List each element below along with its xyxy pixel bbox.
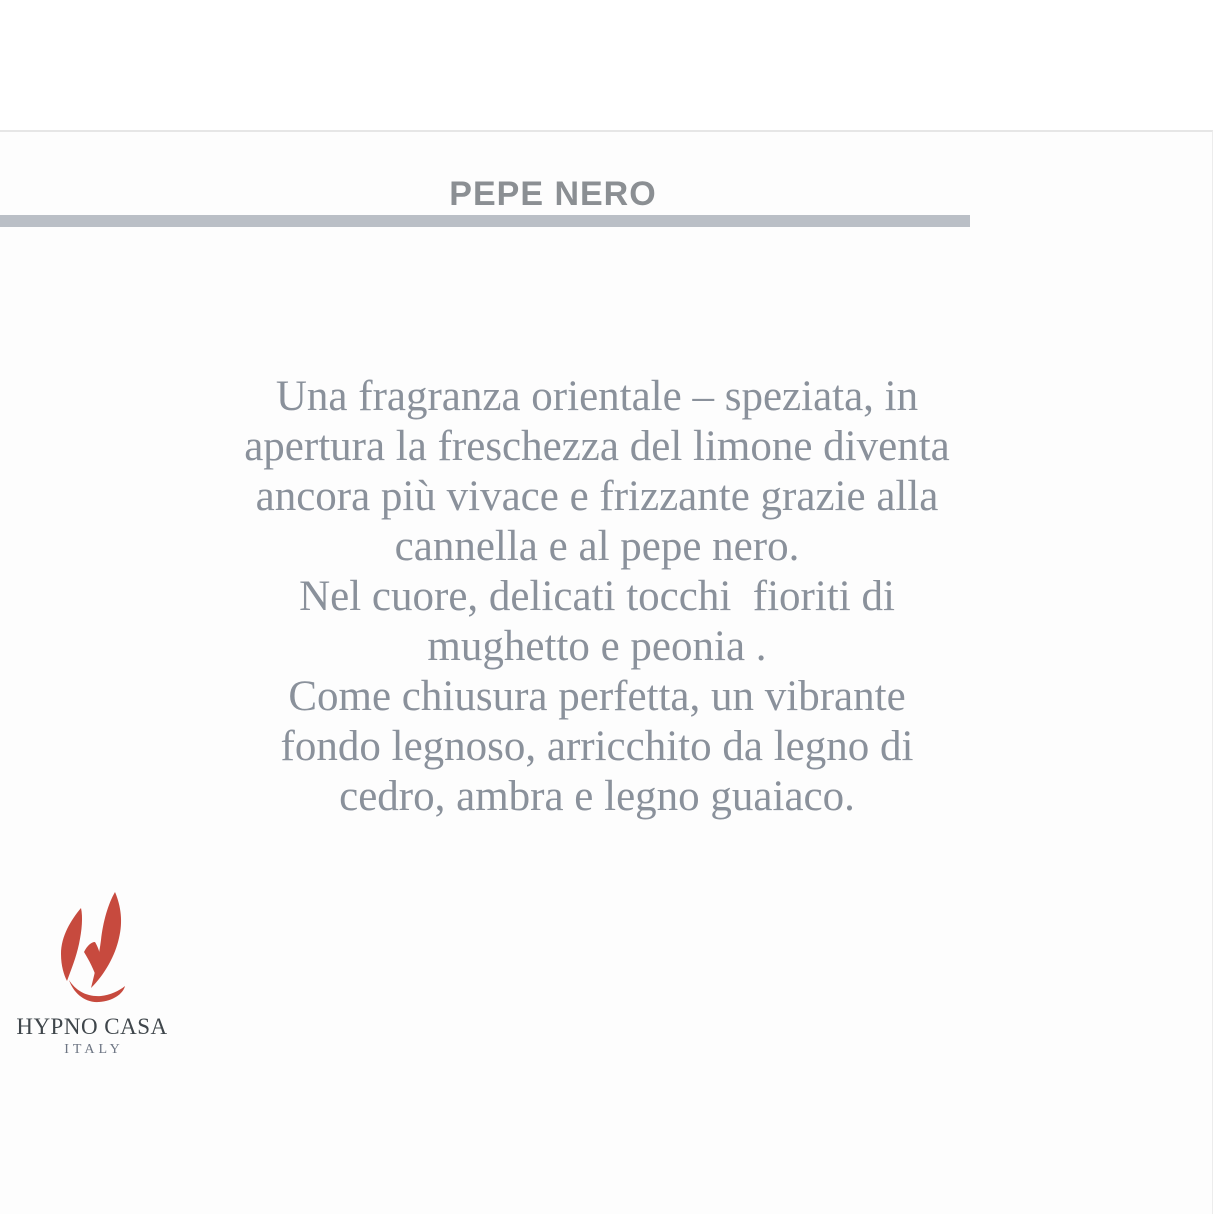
- description-line: mughetto e peonia .: [427, 623, 767, 670]
- page-title: PEPE NERO: [449, 174, 657, 213]
- description-line: ancora più vivace e frizzante grazie alla: [255, 473, 939, 520]
- description-line: cedro, ambra e legno guaiaco.: [339, 773, 855, 820]
- description-line: Come chiusura perfetta, un vibrante: [288, 673, 906, 720]
- flame-icon: [49, 884, 135, 1006]
- description-line: cannella e al pepe nero.: [394, 523, 800, 570]
- description-line: fondo legnoso, arricchito da legno di: [280, 723, 914, 770]
- description-line: Una fragranza orientale – speziata, in: [275, 373, 919, 420]
- brand-country: ITALY: [64, 1042, 124, 1057]
- brand-logo: [12, 884, 172, 1058]
- description-line: apertura la freschezza del limone diventa: [244, 423, 950, 470]
- description-line: Nel cuore, delicati tocchi fioriti di: [299, 573, 895, 620]
- fragrance-description: [0, 372, 1204, 822]
- brand-name: HYPNO CASA: [16, 1014, 168, 1039]
- title-underline-bar: [0, 215, 970, 227]
